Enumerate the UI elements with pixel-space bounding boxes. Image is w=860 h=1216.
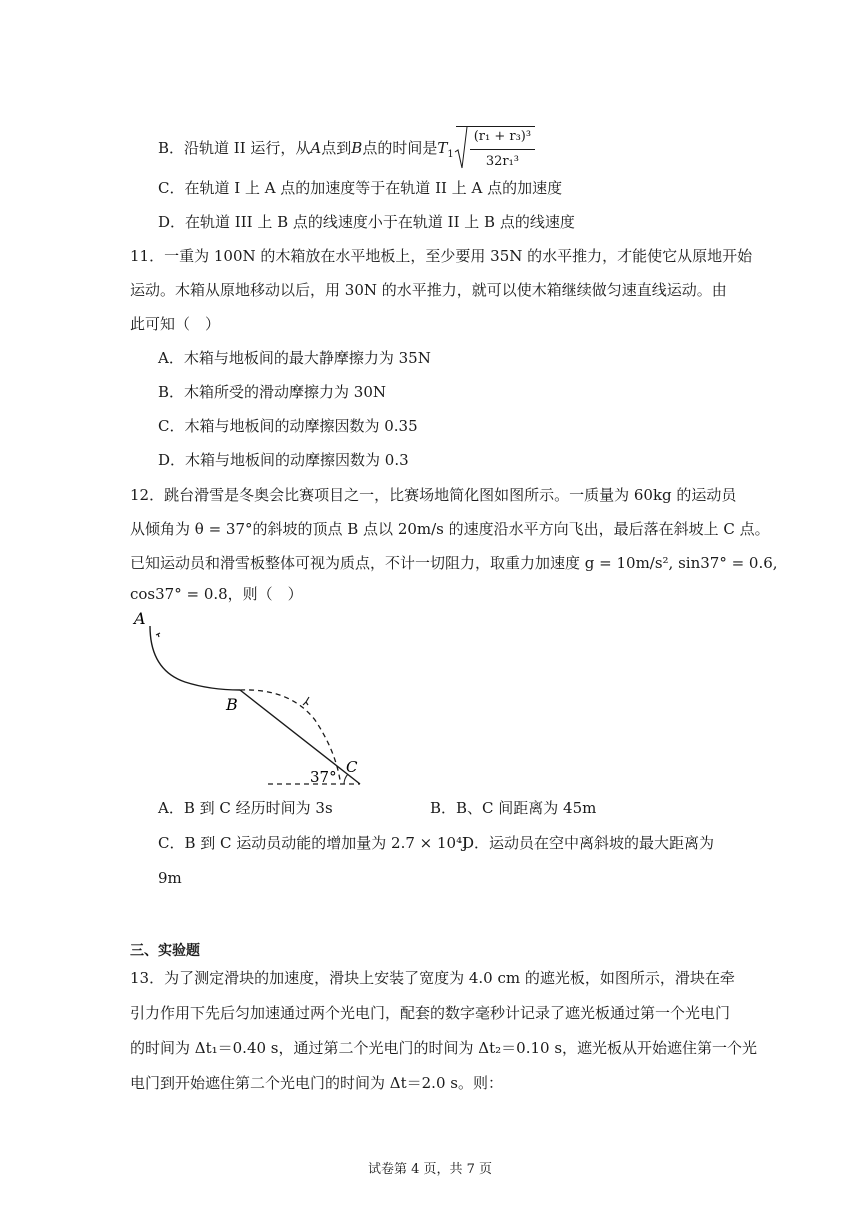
skier-mark-flight: [303, 697, 309, 705]
q11-option-c: C．木箱与地板间的动摩擦因数为 0.35: [158, 417, 418, 435]
ski-jump-diagram: [130, 610, 370, 795]
q12-line-4: cos37° = 0.8，则（ ）: [130, 585, 303, 603]
ramp-curve: [150, 626, 240, 690]
q11-option-b: B．木箱所受的滑动摩擦力为 30N: [158, 383, 387, 401]
q12-line-3: 已知运动员和滑雪板整体可视为质点，不计一切阻力，取重力加速度 g = 10m/s², sin37° = 0.6,: [130, 554, 778, 572]
q10-optb-b: B: [351, 139, 363, 157]
q11-option-d: D．木箱与地板间的动摩擦因数为 0.3: [158, 451, 409, 469]
q10-optb-prefix: B．沿轨道 II 运行，从: [158, 139, 311, 157]
q10-option-b: [158, 126, 535, 172]
q12-option-a: A．B 到 C 经历时间为 3s: [158, 799, 333, 817]
q12-option-d-cont: 9m: [158, 869, 182, 887]
q10-optb-a: A: [310, 139, 322, 157]
trajectory-dashed: [240, 690, 340, 780]
fraction-numerator: (r₁ + r₃)³: [470, 127, 535, 150]
sqrt-sign: [456, 126, 535, 172]
label-a: A: [134, 610, 146, 628]
q12-line-1: 12．跳台滑雪是冬奥会比赛项目之一，比赛场地简化图如图所示。一质量为 60kg 的运动员: [130, 486, 737, 504]
label-b: B: [226, 695, 238, 714]
q11-line-3: 此可知（ ）: [130, 315, 221, 333]
q13-line-1: 13．为了测定滑块的加速度，滑块上安装了宽度为 4.0 cm 的遮光板，如图所示，滑块在牵: [130, 969, 735, 987]
q12-option-d: D．运动员在空中离斜坡的最大距离为: [462, 834, 715, 852]
skier-mark-top: [156, 633, 160, 637]
fraction-denominator: 32r₁³: [485, 154, 519, 169]
q13-line-2: 引力作用下先后匀加速通过两个光电门，配套的数字毫秒计记录了遮光板通过第一个光电门: [130, 1004, 731, 1022]
page-footer: 试卷第 4 页，共 7 页: [367, 1162, 493, 1177]
q10-option-d: D．在轨道 III 上 B 点的线速度小于在轨道 II 上 B 点的线速度: [158, 213, 575, 231]
q11-line-1: 11．一重为 100N 的木箱放在水平地板上，至少要用 35N 的水平推力，才能使它从原地开始: [130, 247, 753, 265]
slope-line: [240, 690, 360, 784]
q10-optb-t: T: [437, 139, 448, 157]
q12-option-c: C．B 到 C 运动员动能的增加量为 2.7 × 10⁴J: [158, 834, 469, 852]
section-title-experiment: 三、实验题: [130, 943, 200, 959]
q10-fraction: [470, 127, 535, 172]
q12-option-b: B．B、C 间距离为 45m: [430, 799, 597, 817]
q11-option-a: A．木箱与地板间的最大静摩擦力为 35N: [158, 349, 431, 367]
q10-option-c: C．在轨道 I 上 A 点的加速度等于在轨道 II 上 A 点的加速度: [158, 179, 563, 197]
q10-optb-t-sub: 1: [447, 149, 454, 160]
q10-optb-suffix: 点的时间是: [362, 139, 438, 157]
label-c: C: [346, 758, 358, 776]
q10-optb-mid: 点到: [321, 139, 352, 157]
q13-line-3: 的时间为 Δt₁＝0.40 s，通过第二个光电门的时间为 Δt₂＝0.10 s，遮光板从开始遮住第一个光: [130, 1039, 758, 1057]
q13-line-4: 电门到开始遮住第二个光电门的时间为 Δt＝2.0 s。则：: [130, 1074, 503, 1092]
q12-line-2: 从倾角为 θ = 37°的斜坡的顶点 B 点以 20m/s 的速度沿水平方向飞出，最后落在斜坡上 C 点。: [130, 520, 770, 538]
q11-line-2: 运动。木箱从原地移动以后，用 30N 的水平推力，就可以使木箱继续做匀速直线运动。由: [130, 281, 727, 299]
label-angle: 37°: [310, 768, 337, 786]
